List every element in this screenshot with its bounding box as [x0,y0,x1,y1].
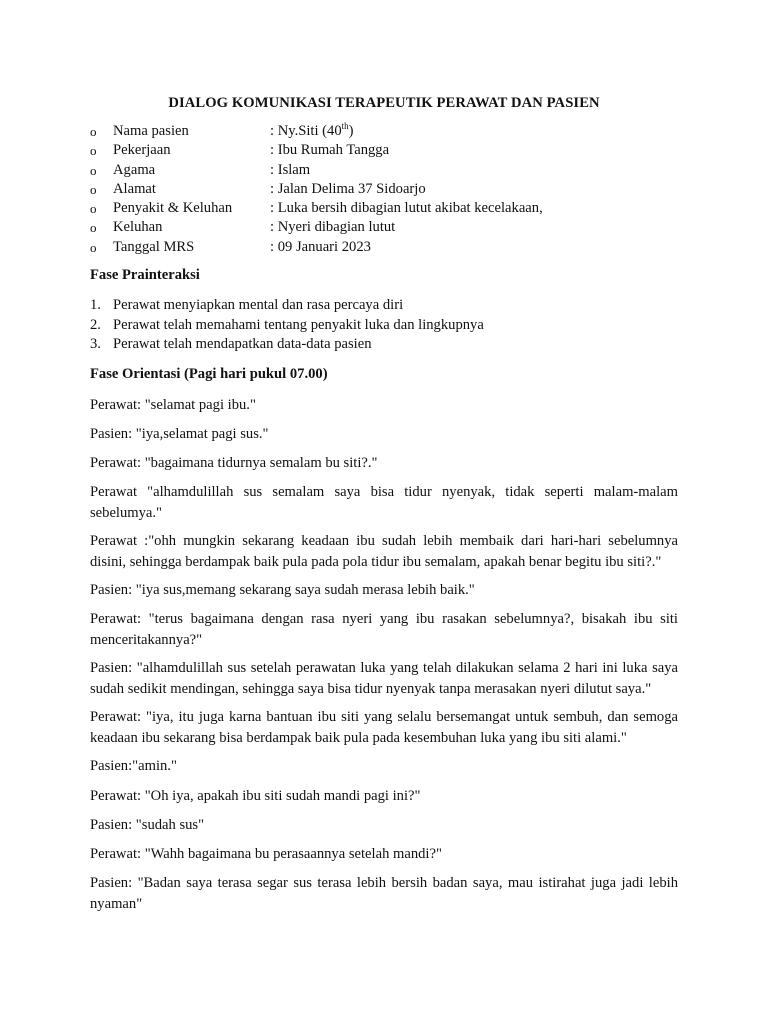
info-value: : Ny.Siti (40th) [270,121,354,139]
dialog-line: Pasien: "iya sus,memang sekarang saya sudah merasa lebih baik." [90,582,475,598]
dialog-line: Perawat "alhamdulillah sus semalam saya bisa tidur nyenyak, tidak seperti malam-malam sebelumya." [90,484,678,521]
info-label: Agama [113,161,156,178]
info-label: Nama pasien [113,123,189,139]
section-heading-prainteraksi: Fase Prainteraksi [90,267,200,283]
info-label: Pekerjaan [113,142,171,159]
info-value: : Jalan Delima 37 Sidoarjo [270,180,426,197]
list-item-text: Perawat telah mendapatkan data-data pasien [113,336,372,352]
patient-info-row [90,199,690,218]
dialog-line: Pasien: "alhamdulillah sus setelah perawatan luka yang telah dilakukan selama 2 hari ini luka saya sudah sedikit mendingan, sehingga saya bisa tidur nyenyak tanpa merasakan nyeri dilutut saya." [90,660,678,697]
info-value: : Ibu Rumah Tangga [270,142,390,159]
info-label: Tanggal MRS [113,238,195,255]
info-value: : Luka bersih dibagian lutut akibat kecelakaan, [270,200,543,217]
dialog-line: Perawat: "Oh iya, apakah ibu siti sudah mandi pagi ini?" [90,788,421,804]
bullet-icon: o [90,239,97,255]
list-item [90,316,690,336]
info-label: Keluhan [113,219,163,236]
info-label: Penyakit & Keluhan [113,200,233,217]
dialog-line: Pasien: "iya,selamat pagi sus." [90,426,269,442]
info-value: : 09 Januari 2023 [270,238,371,255]
bullet-icon: o [90,220,97,236]
bullet-icon: o [90,143,97,159]
patient-info-row [90,141,690,160]
list-item-text: Perawat telah memahami tentang penyakit luka dan lingkupnya [113,316,484,333]
dialog-line: Pasien: "sudah sus" [90,817,205,833]
document-title: DIALOG KOMUNIKASI TERAPEUTIK PERAWAT DAN PASIEN [168,95,600,111]
list-item [90,296,690,316]
patient-info-row [90,161,690,180]
dialog-line: Perawat: "bagaimana tidurnya semalam bu siti?." [90,455,378,471]
bullet-icon: o [90,181,97,197]
dialog-line: Perawat: "Wahh bagaimana bu perasaannya setelah mandi?" [90,846,442,862]
dialog-line: Perawat: "iya, itu juga karna bantuan ibu siti yang selalu bersemangat untuk sembuh, dan semoga keadaan ibu sekarang bisa berdampak baik pula pada kesembuhan luka yang ibu siti alami." [90,709,678,746]
patient-info-row [90,180,690,199]
bullet-icon: o [90,162,97,178]
list-number: 2. [90,316,101,333]
dialog-line: Perawat: "terus bagaimana dengan rasa nyeri yang ibu rasakan sebelumnya?, bisakah ibu siti menceritakannya?" [90,611,678,648]
list-item [90,335,690,355]
patient-info-row [90,218,690,237]
dialog-line: Pasien:"amin." [90,758,177,774]
list-number: 1. [90,297,101,313]
list-item-text: Perawat menyiapkan mental dan rasa percaya diri [113,297,404,313]
patient-info-row [90,122,690,141]
dialog-line: Perawat :"ohh mungkin sekarang keadaan ibu sudah lebih membaik dari hari-hari sebelumnya disini, sehingga berdampak baik pula pada pola tidur ibu semalam, apakah benar begitu ibu siti?." [90,533,678,570]
info-value: : Nyeri dibagian lutut [270,219,396,236]
section-heading-orientasi: Fase Orientasi (Pagi hari pukul 07.00) [90,366,328,382]
bullet-icon: o [90,201,97,217]
patient-info-list [90,122,690,257]
info-label: Alamat [113,180,156,197]
prainteraksi-list [90,296,690,355]
bullet-icon: o [90,124,97,139]
info-value: : Islam [270,161,311,178]
patient-info-row [90,238,690,257]
dialog-line: Pasien: "Badan saya terasa segar sus terasa lebih bersih badan saya, mau istirahat juga jadi lebih nyaman" [90,875,678,912]
dialog-line: Perawat: "selamat pagi ibu." [90,397,256,413]
list-number: 3. [90,336,101,352]
